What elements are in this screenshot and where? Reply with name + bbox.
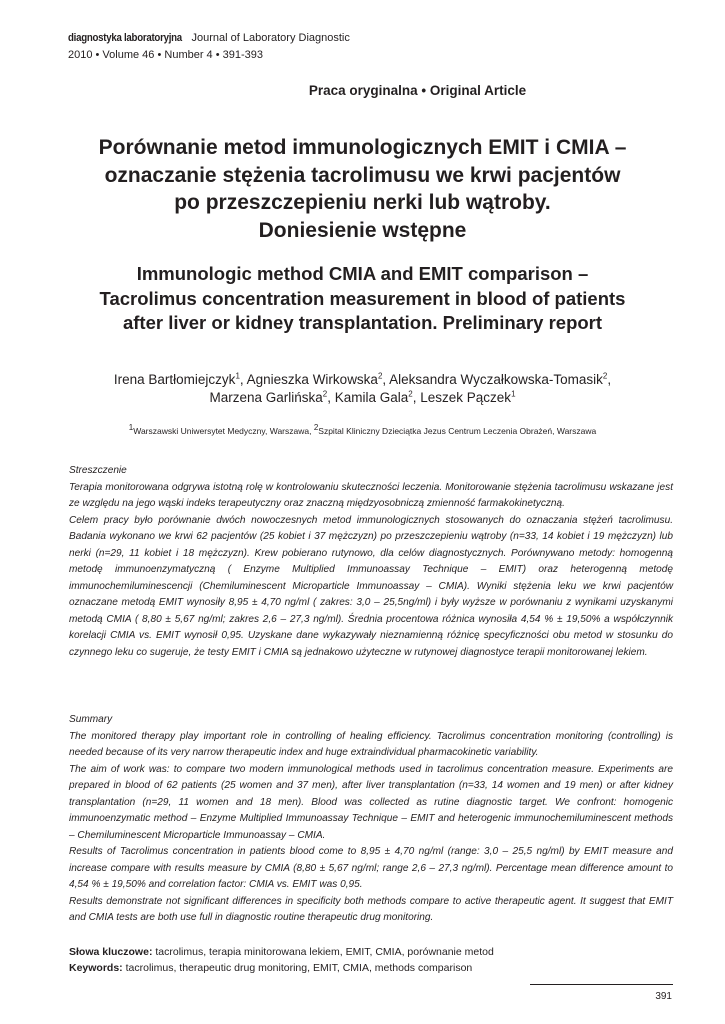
authors xyxy=(60,371,665,407)
author-separator: , xyxy=(412,390,421,405)
keywords-english xyxy=(69,960,679,976)
author-affil-sup: 1 xyxy=(511,389,516,399)
abstract-polish xyxy=(69,463,673,661)
journal-issue: 2010 • Volume 46 • Number 4 • 391-393 xyxy=(68,49,264,61)
affiliation: Warszawski Uniwersytet Medyczny, Warszawa, xyxy=(133,426,314,436)
journal-brand: diagnostyka laboratoryjna xyxy=(68,32,182,44)
keywords-label: Keywords: xyxy=(69,962,123,974)
author: Leszek Pączek xyxy=(420,390,512,405)
author: Kamila Gala xyxy=(334,390,409,405)
abstract-heading: Streszczenie xyxy=(69,465,127,476)
affil-sup: 2 xyxy=(313,423,319,433)
author-affil-sup: 2 xyxy=(322,389,328,399)
author-affil-sup: 1 xyxy=(235,371,240,381)
author-separator: , xyxy=(607,372,612,387)
author-affil-sup: 2 xyxy=(602,371,608,381)
authors-line xyxy=(60,389,665,407)
author: Marzena Garlińska xyxy=(209,390,323,405)
title-english xyxy=(60,262,665,336)
abstract-paragraph: Celem pracy było porównanie dwóch nowoczesnych metod immunologicznych stosowanych do oznaczania stężeń tacrolimusu. Badania wykonano we krwi 62 pacjentów (25 kobiet i 37 mężczyzn) po przeszczepieniu wątroby (n=33, 14 kobiet i 19 mężczyzn) lub nerki (n=29, 11 kobiet i 18 mężczyzn). Krew pobierano rutynowo, dla celów diagnostycznych. Porównywano metody: homogenną metodę immunoenzymatyczną ( Enzyme Multiplied Immunoassay Technique – EMIT) oraz heterogenną metodę immunochemiluminescencji (Chemiluminescent Microparticle Immunoassay – CMIA). Wyniki stężenia leku we krwi pacjentów oznaczane metodą EMIT wynosiły 8,95 ± 4,70 ng/ml ( zakres: 3,0 – 25,5ng/ml) i były wyższe w porównaniu z wynikami uzyskanymi metodą CMIA ( 8,80 ± 5,67 ng/ml; zakres 2,6 – 27,3 ng/ml). Średnia procentowa różnica wynosiła 4,54 % ± 19,50% a współczynnik korelacji CMIA vs. EMIT wynosił 0,95. Uzyskane dane wykazywały nieznamienną różnicę specyficzności obu metod w stosunku do czynnego leku co sugeruje, że testy EMIT i CMIA są jednakowo użyteczne w rutynowej diagnostyce terapii monitorowanej lekiem. xyxy=(69,514,673,658)
footer-rule xyxy=(530,984,673,985)
affil-sup: 1 xyxy=(128,423,134,433)
authors-line xyxy=(60,371,665,389)
author: Agnieszka Wirkowska xyxy=(246,372,378,387)
keywords-label: Słowa kluczowe: xyxy=(69,946,153,958)
abstract-paragraph: The monitored therapy play important role in controlling of healing efficiency. Tacrolimus concentration monitoring (controlling) is needed because of its very narrow therapeutic index and huge extraindividual pharmacokinetic variability. xyxy=(69,730,673,758)
abstract-english xyxy=(69,712,673,927)
author-separator: , xyxy=(327,390,335,405)
keywords-text: tacrolimus, terapia minitorowana lekiem, EMIT, CMIA, porównanie metod xyxy=(152,946,494,958)
title-polish xyxy=(60,134,665,244)
title-pl-line: oznaczanie stężenia tacrolimusu we krwi pacjentów xyxy=(104,163,621,187)
keywords-polish xyxy=(69,944,679,960)
title-pl-line: po przeszczepieniu nerki lub wątroby. xyxy=(174,191,551,214)
keywords xyxy=(69,944,679,976)
article-type: Praca oryginalna • Original Article xyxy=(308,83,527,98)
abstract-heading: Summary xyxy=(69,714,113,725)
title-pl-line: Porównanie metod immunologicznych EMIT i CMIA – xyxy=(98,136,627,159)
title-en-line: Immunologic method CMIA and EMIT comparison – xyxy=(136,263,589,284)
title-pl-line: Doniesienie wstępne xyxy=(258,218,467,242)
abstract-paragraph: Terapia monitorowana odgrywa istotną rolę w kontrolowaniu skuteczności leczenia. Monitorowanie stężenia tacrolimusu wskazane jest ze względu na jego wąski indeks terapeutyczny oraz znaczną międzyosobniczą zmienność farmakokinetyczną. xyxy=(69,481,673,509)
title-en-line: after liver or kidney transplantation. Preliminary report xyxy=(122,312,603,333)
affiliation: Szpital Kliniczny Dzieciątka Jezus Centrum Leczenia Obrażeń, Warszawa xyxy=(318,426,597,436)
author: Irena Bartłomiejczyk xyxy=(113,372,236,387)
author: Aleksandra Wyczałkowska-Tomasik xyxy=(389,372,603,387)
author-affil-sup: 2 xyxy=(377,371,383,381)
author-affil-sup: 2 xyxy=(408,389,413,399)
abstract-paragraph: The aim of work was: to compare two modern immunological methods used in tacrolimus concentration measure. Experiments are prepared in blood of 62 patients (25 women and 37 men), after liver transplantation (n=33, 14 women and 19 men) or after kidney transplantation (n=29, 11 women and 18 men). Blood was collected as rutine diagnostic target. We confront: homogenic immunoenzymatic method – Enzyme Multiplied Immunoassay Technique – EMIT and heterogenic immunochemiluminescent methods – Chemiluminescent Microparticle Immunoassay – CMIA. xyxy=(69,763,673,841)
keywords-text: tacrolimus, therapeutic drug monitoring, EMIT, CMIA, methods comparison xyxy=(122,962,473,974)
title-en-line: Tacrolimus concentration measurement in blood of patients xyxy=(99,287,626,309)
affiliations xyxy=(60,423,665,437)
journal-name: Journal of Laboratory Diagnostic xyxy=(191,32,350,44)
author-separator: , xyxy=(239,372,247,387)
page-number: 391 xyxy=(655,991,672,1002)
journal-header xyxy=(68,31,350,45)
author-separator: , xyxy=(382,372,390,387)
abstract-paragraph: Results demonstrate not significant differences in specificity both methods compare to active therapeutic agent. It suggest that EMIT and CMIA tests are both use full in diagnostic routine therapeutic drug monitoring. xyxy=(69,895,673,923)
abstract-paragraph: Results of Tacrolimus concentration in patients blood come to 8,95 ± 4,70 ng/ml (range: 3,0 – 25,5 ng/ml) by EMIT measure and increase compare with results measure by CMIA (8,80 ± 5,67 ng/ml; range 2,6 – 27,3 ng/ml). Percentage mean difference amount to 4,54 % ± 19,50% and correlation factor: CMIA vs. EMIT was 0,95. xyxy=(69,846,673,890)
